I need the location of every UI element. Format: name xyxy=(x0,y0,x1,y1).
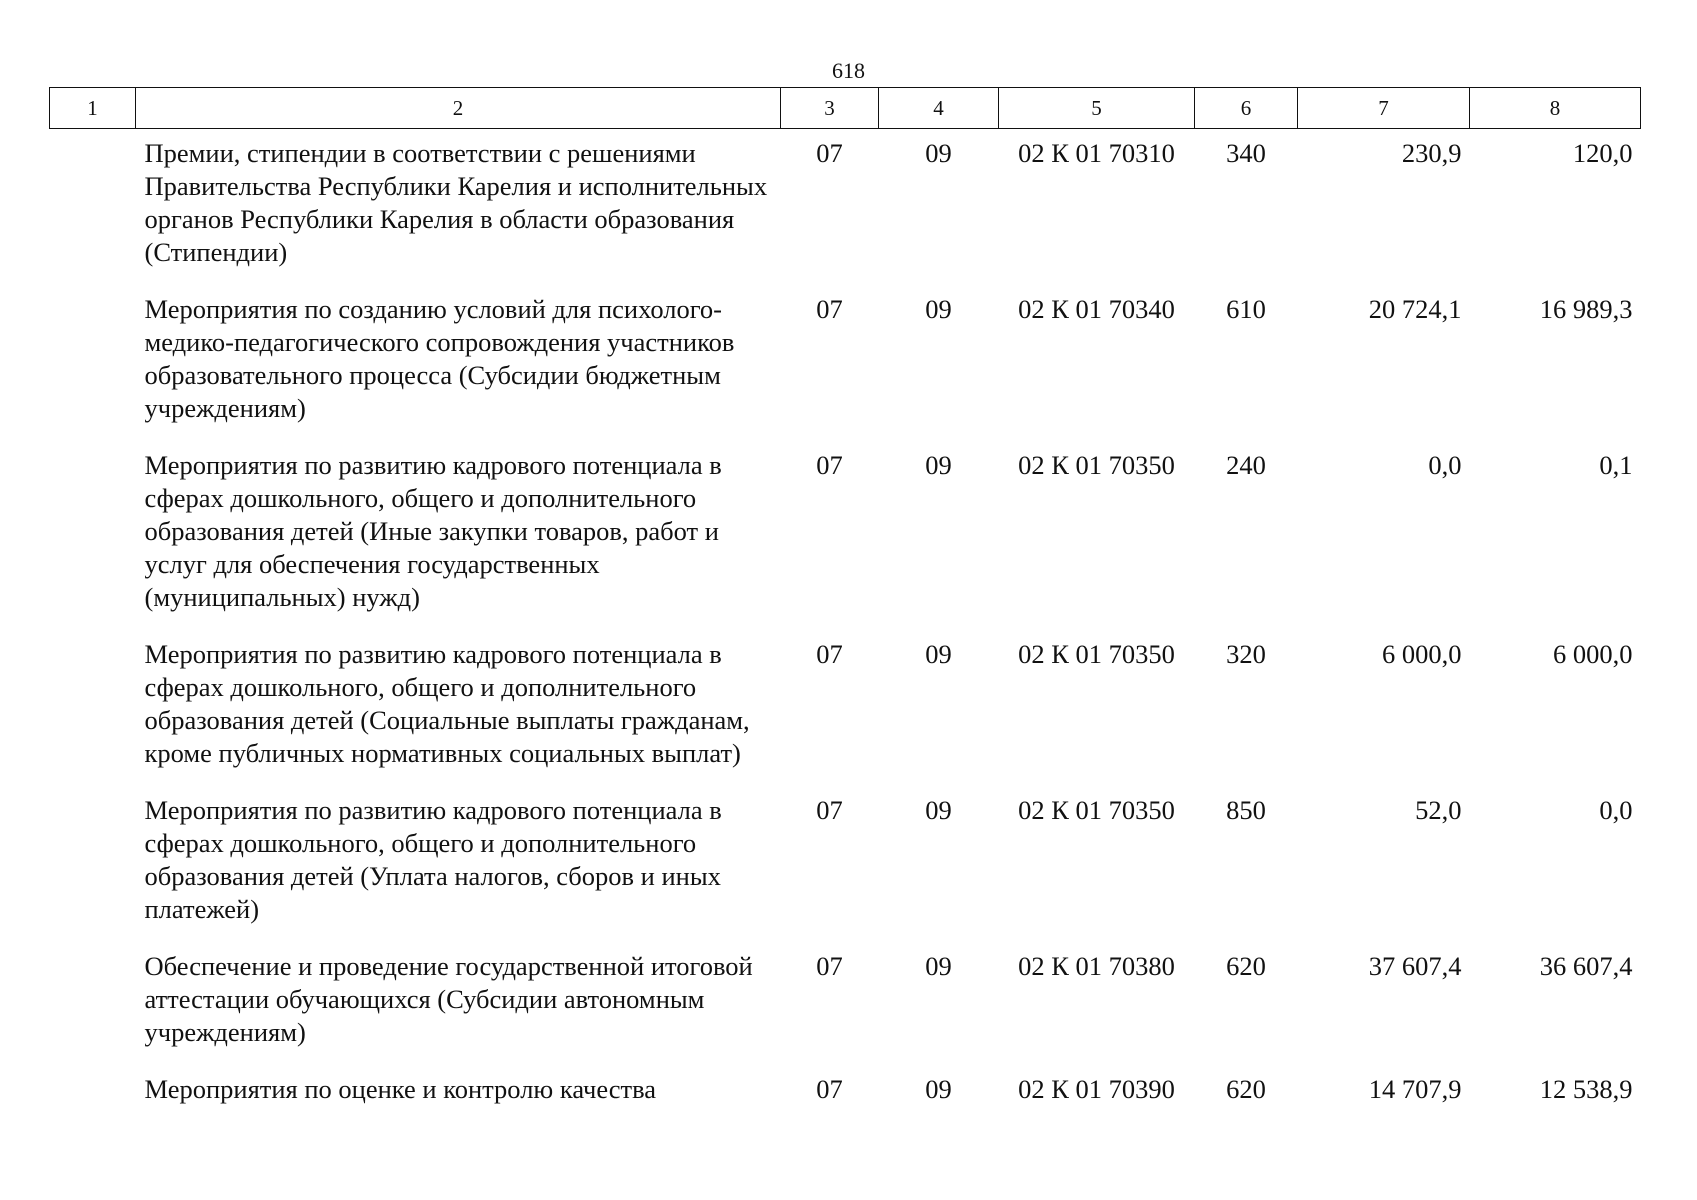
cell-target-article: 02 К 01 70390 xyxy=(1018,1074,1175,1104)
table-header xyxy=(50,88,1641,129)
cell-col1 xyxy=(50,281,136,437)
cell-target-article: 02 К 01 70350 xyxy=(1018,795,1175,825)
cell-subsection: 09 xyxy=(925,951,952,981)
cell-expense-type: 240 xyxy=(1226,450,1266,480)
cell-expense-type: 620 xyxy=(1226,951,1266,981)
cell-description: Мероприятия по созданию условий для психолого-медико-педагогического сопровождения участников образовательного процесса (Субсидии бюджетным учреждениям) xyxy=(144,294,735,423)
cell-expense-type: 850 xyxy=(1226,795,1266,825)
cell-section: 07 xyxy=(816,639,843,669)
table-row xyxy=(50,938,1641,1061)
cell-description: Обеспечение и проведение государственной итоговой аттестации обучающихся (Субсидии автономным учреждениям) xyxy=(144,951,753,1047)
cell-target-article: 02 К 01 70310 xyxy=(1018,138,1175,168)
column-header-3: 3 xyxy=(781,88,879,129)
cell-amount-col7: 230,9 xyxy=(1401,138,1462,168)
cell-description: Премии, стипендии в соответствии с решениями Правительства Республики Карелия и исполнительных органов Республики Карелия в области образования (Стипендии) xyxy=(144,138,768,267)
cell-amount-col7: 6 000,0 xyxy=(1382,639,1462,669)
table-row xyxy=(50,1061,1641,1118)
cell-col1 xyxy=(50,129,136,282)
cell-amount-col8: 0,0 xyxy=(1599,795,1633,825)
cell-section: 07 xyxy=(816,951,843,981)
cell-expense-type: 610 xyxy=(1226,294,1266,324)
cell-target-article: 02 К 01 70380 xyxy=(1018,951,1175,981)
table-row xyxy=(50,782,1641,938)
cell-subsection: 09 xyxy=(925,294,952,324)
cell-section: 07 xyxy=(816,795,843,825)
cell-section: 07 xyxy=(816,1074,843,1104)
table-row xyxy=(50,281,1641,437)
cell-subsection: 09 xyxy=(925,138,952,168)
table-body xyxy=(50,129,1641,1119)
cell-amount-col8: 6 000,0 xyxy=(1553,639,1633,669)
table-row xyxy=(50,129,1641,282)
column-header-7: 7 xyxy=(1298,88,1470,129)
cell-section: 07 xyxy=(816,294,843,324)
column-header-5: 5 xyxy=(999,88,1195,129)
cell-section: 07 xyxy=(816,138,843,168)
cell-subsection: 09 xyxy=(925,639,952,669)
cell-col1 xyxy=(50,938,136,1061)
cell-amount-col8: 120,0 xyxy=(1572,138,1633,168)
cell-amount-col7: 20 724,1 xyxy=(1368,294,1462,324)
cell-subsection: 09 xyxy=(925,795,952,825)
budget-table xyxy=(49,87,1641,1118)
column-header-1: 1 xyxy=(50,88,136,129)
column-header-8: 8 xyxy=(1470,88,1641,129)
cell-col1 xyxy=(50,1061,136,1118)
cell-amount-col8: 16 989,3 xyxy=(1539,294,1633,324)
cell-amount-col8: 36 607,4 xyxy=(1539,951,1633,981)
page-number: 618 xyxy=(832,58,865,83)
column-header-4: 4 xyxy=(879,88,999,129)
cell-description: Мероприятия по развитию кадрового потенциала в сферах дошкольного, общего и дополнительного образования детей (Уплата налогов, сборов и иных платежей) xyxy=(144,795,722,924)
cell-subsection: 09 xyxy=(925,450,952,480)
cell-subsection: 09 xyxy=(925,1074,952,1104)
cell-col1 xyxy=(50,437,136,626)
cell-description: Мероприятия по оценке и контролю качества xyxy=(144,1074,657,1104)
cell-amount-col8: 12 538,9 xyxy=(1539,1074,1633,1104)
cell-expense-type: 320 xyxy=(1226,639,1266,669)
cell-amount-col7: 0,0 xyxy=(1428,450,1462,480)
cell-expense-type: 340 xyxy=(1226,138,1266,168)
cell-description: Мероприятия по развитию кадрового потенциала в сферах дошкольного, общего и дополнительного образования детей (Социальные выплаты гражданам, кроме публичных нормативных социальных выплат) xyxy=(144,639,750,768)
cell-col1 xyxy=(50,626,136,782)
column-header-6: 6 xyxy=(1195,88,1298,129)
cell-amount-col8: 0,1 xyxy=(1599,450,1633,480)
cell-target-article: 02 К 01 70350 xyxy=(1018,639,1175,669)
cell-target-article: 02 К 01 70340 xyxy=(1018,294,1175,324)
header-row xyxy=(50,88,1641,129)
table-row xyxy=(50,437,1641,626)
cell-amount-col7: 52,0 xyxy=(1415,795,1462,825)
cell-section: 07 xyxy=(816,450,843,480)
cell-description: Мероприятия по развитию кадрового потенциала в сферах дошкольного, общего и дополнительного образования детей (Иные закупки товаров, работ и услуг для обеспечения государственных (муниципальных) нужд) xyxy=(144,450,722,612)
cell-expense-type: 620 xyxy=(1226,1074,1266,1104)
cell-target-article: 02 К 01 70350 xyxy=(1018,450,1175,480)
cell-col1 xyxy=(50,782,136,938)
table-row xyxy=(50,626,1641,782)
cell-amount-col7: 14 707,9 xyxy=(1368,1074,1462,1104)
cell-amount-col7: 37 607,4 xyxy=(1368,951,1462,981)
column-header-2: 2 xyxy=(136,88,781,129)
